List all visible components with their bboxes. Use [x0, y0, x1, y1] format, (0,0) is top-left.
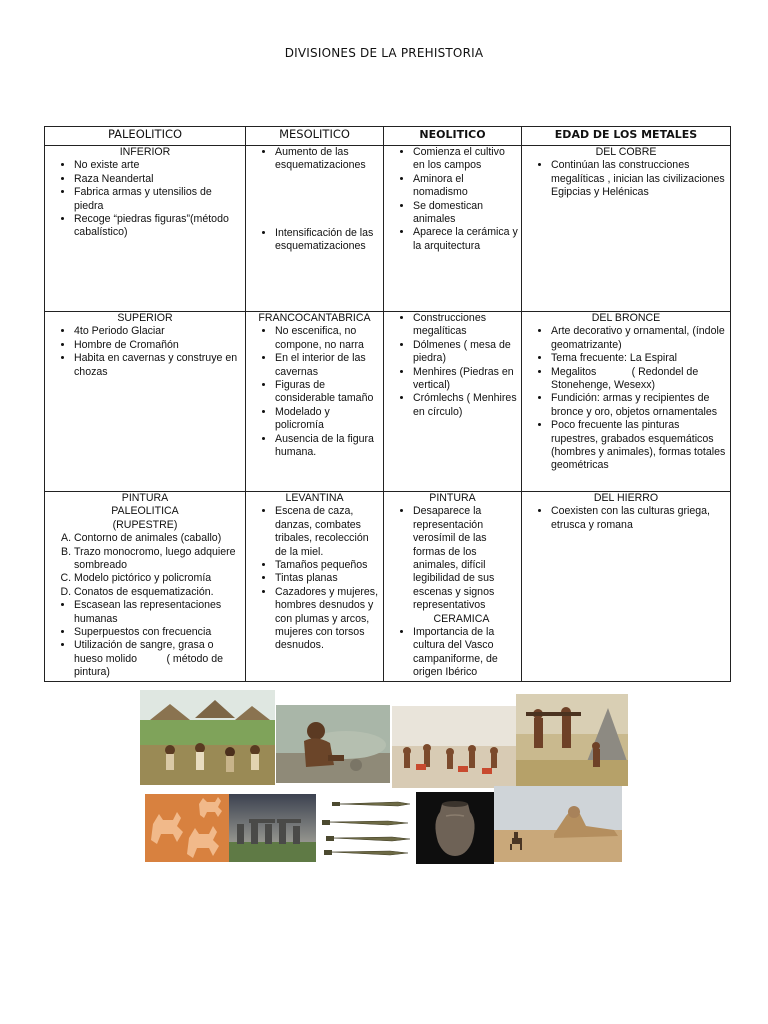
cave-painting-deer-icon [145, 794, 229, 862]
stonehenge-icon [229, 794, 316, 862]
list-item: • Menhires (Piedras en vertical) [413, 366, 518, 393]
list-item: • Dólmenes ( mesa de piedra) [413, 339, 518, 366]
subheading: PINTURA PALEOLITICA (RUPESTRE) [111, 492, 179, 531]
list-item: • Recoge “piedras figuras”(método cabalístico) [74, 213, 242, 240]
page-title: DIVISIONES DE LA PREHISTORIA [284, 46, 484, 60]
list-item: • Poco frecuente las pinturas rupestres, grabados esquemáticos (hombres y animales), formas totales geométricas [551, 419, 727, 473]
subheading: DEL COBRE [595, 146, 657, 158]
cell-paleo-pintura [45, 492, 246, 682]
list-item: • Construcciones megalíticas [413, 312, 518, 339]
list-item: • Aparece la cerámica y la arquitectura [413, 226, 518, 253]
cell-metal-bronce [522, 312, 731, 492]
header-neolitico: NEOLITICO [384, 127, 522, 146]
list-item: • Escasean las representaciones humanas [74, 599, 242, 626]
table-row [45, 312, 731, 492]
list-item: • Intensificación de las esquematizaciones [275, 227, 380, 254]
subheading: FRANCOCANTABRICA [258, 312, 371, 324]
list-item: • Tamaños pequeños [275, 559, 380, 572]
subheading: DEL HIERRO [593, 492, 659, 504]
list-item: • Habita en cavernas y construye en chozas [74, 352, 242, 379]
list-item: • Tintas planas [275, 572, 380, 585]
list-item: • Tema frecuente: La Espiral [551, 352, 727, 365]
list-item: • Utilización de sangre, grasa o hueso molido ( método de pintura) [74, 639, 242, 679]
list-item: • Hombre de Cromañón [74, 339, 242, 352]
list-item: • No escenifica, no compone, no narra [275, 325, 380, 352]
list-item: • Escena de caza, danzas, combates tribales, recolección de la miel. [275, 505, 380, 559]
header-metales: EDAD DE LOS METALES [522, 127, 731, 146]
list-item: • No existe arte [74, 159, 242, 172]
list-item: • Modelado y policromía [275, 406, 380, 433]
list-item: • Arte decorativo y ornamental, (índole geomatrizante) [551, 325, 727, 352]
list-item: • Crómlechs ( Menhires en círculo) [413, 392, 518, 419]
list-item: • Raza Neandertal [74, 173, 242, 186]
neanderthal-crouching-icon [276, 705, 390, 783]
ceramic-vessel-icon [416, 792, 494, 864]
cell-paleo-superior [45, 312, 246, 492]
subheading: SUPERIOR [117, 312, 173, 324]
table-row [45, 146, 731, 312]
list-item: • Cazadores y mujeres, hombres desnudos y con plumas y arcos, mujeres con torsos desnudos. [275, 586, 380, 653]
list-item: • Se domestican animales [413, 200, 518, 227]
list-item: • Megalitos ( Redondel de Stonehenge, Wesexx) [551, 366, 727, 393]
village-farming-scene-icon [140, 690, 275, 785]
list-item: C. Modelo pictórico y policromía [74, 572, 242, 585]
cell-meso-1 [246, 146, 384, 312]
subheading: INFERIOR [119, 146, 171, 158]
subheading: CERAMICA [433, 612, 490, 625]
subheading: PINTURA [429, 492, 476, 504]
subheading: DEL BRONCE [591, 312, 661, 324]
cell-metal-hierro [522, 492, 731, 682]
list-item: • Figuras de considerable tamaño [275, 379, 380, 406]
header-row [45, 127, 731, 146]
cell-metal-cobre [522, 146, 731, 312]
list-item: A. Contorno de animales (caballo) [74, 532, 242, 545]
prehistory-table [44, 126, 731, 682]
list-item: • Continúan las construcciones megalíticas , inician las civilizaciones Egipcias y Helénicas [551, 159, 727, 199]
cell-neo-pintura [384, 492, 522, 682]
header-paleolitico: PALEOLITICO [45, 127, 246, 146]
list-item: • Fundición: armas y recipientes de bronce y oro, objetos ornamentales [551, 392, 727, 419]
table-row [45, 492, 731, 682]
list-item: • 4to Periodo Glaciar [74, 325, 242, 338]
cell-neo-2 [384, 312, 522, 492]
list-item: • Aminora el nomadismo [413, 173, 518, 200]
list-item: • Fabrica armas y utensilios de piedra [74, 186, 242, 213]
cell-paleo-inferior [45, 146, 246, 312]
list-item: • Desaparece la representación verosímil de las formas de los animales, difícil legibilidad de sus escenas y signos representativos [413, 505, 518, 612]
header-mesolitico: MESOLITICO [246, 127, 384, 146]
list-item: • Aumento de las esquematizaciones [275, 146, 380, 173]
list-item: • Comienza el cultivo en los campos [413, 146, 518, 173]
list-item: D. Conatos de esquematización. [74, 586, 242, 599]
list-item: • En el interior de las cavernas [275, 352, 380, 379]
sphinx-desert-icon [494, 786, 622, 862]
list-item: • Importancia de la cultura del Vasco campaniforme, de origen Ibérico [413, 626, 518, 680]
list-item: • Coexisten con las culturas griega, etrusca y romana [551, 505, 727, 532]
cell-meso-levantina [246, 492, 384, 682]
subheading: LEVANTINA [285, 492, 344, 504]
hunters-tribe-scene-icon [392, 706, 516, 788]
hunters-carrying-prey-icon [516, 694, 628, 786]
list-item: • Superpuestos con frecuencia [74, 626, 242, 639]
bronze-spearheads-icon [318, 794, 415, 862]
cell-neo-1 [384, 146, 522, 312]
cell-meso-francocantabrica [246, 312, 384, 492]
list-item: B. Trazo monocromo, luego adquiere sombreado [74, 546, 242, 573]
list-item: • Ausencia de la figura humana. [275, 433, 380, 460]
